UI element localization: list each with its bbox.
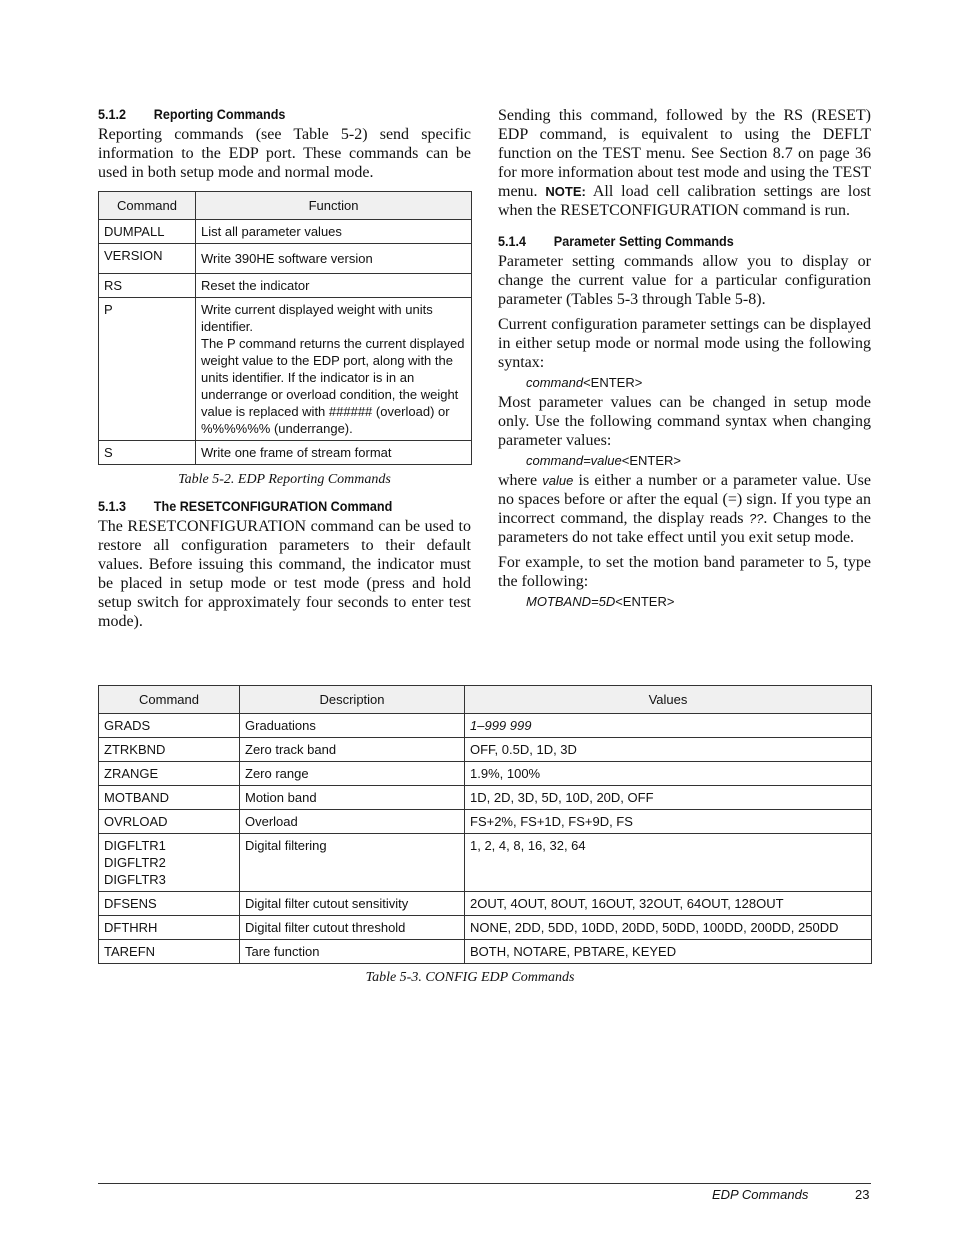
table-5-2-caption: Table 5-2. EDP Reporting Commands (178, 472, 391, 487)
command-cell: OVRLOAD (99, 810, 240, 834)
syntax-command-value: command=value (526, 453, 622, 468)
command-cell: ZRANGE (99, 762, 240, 786)
value-word: value (542, 473, 574, 488)
example-command: MOTBAND=5D (526, 594, 616, 609)
function-cell: Write 390HE software version (196, 244, 472, 274)
syntax-set (526, 452, 871, 469)
para-text: . Changes to the parameters do not take effect until you exit setup mode. (498, 510, 872, 546)
syntax-enter: <ENTER> (621, 453, 681, 468)
description-cell: Graduations (240, 714, 465, 738)
table-row (99, 892, 872, 916)
command-line: DIGFLTR1 (104, 838, 166, 853)
footer-rule (98, 1183, 871, 1184)
syntax-example (526, 593, 871, 610)
para-text: Sending this command, followed by the RS (RESET) EDP command, is equivalent to using the DEFLT function on the TEST menu. See Section 8.7 on page 36 for more information about test mode and using the TEST menu. (498, 107, 871, 200)
table-row (99, 786, 872, 810)
parameter-setting-paragraph-4 (498, 471, 871, 547)
values-cell: 2OUT, 4OUT, 8OUT, 16OUT, 32OUT, 64OUT, 128OUT (465, 892, 872, 916)
syntax-enter: <ENTER> (583, 375, 643, 390)
header-values: Values (465, 686, 872, 714)
left-column (98, 106, 471, 631)
table-row (99, 810, 872, 834)
command-cell: DUMPALL (99, 220, 196, 244)
table-row (99, 220, 472, 244)
command-line: DIGFLTR2 (104, 855, 166, 870)
function-line-1: Write current displayed weight with units identifier. (201, 302, 433, 334)
parameter-setting-paragraph-1: Parameter setting commands allow you to display or change the current value for a particular configuration parameter (Tables 5-3 through Table 5-8). (498, 253, 871, 308)
description-cell: Digital filter cutout sensitivity (240, 892, 465, 916)
command-cell: S (99, 441, 196, 465)
header-description: Description (240, 686, 465, 714)
command-cell: DFSENS (99, 892, 240, 916)
function-line-2: The P command returns the current displayed weight value to the EDP port, along with the units identifier. If the indicator is in an underrange or overload condition, the weight value is replaced with ###### (overload) or %%%%%% (underrange). (201, 336, 465, 436)
note-label: NOTE: (545, 184, 586, 199)
description-cell: Zero track band (240, 738, 465, 762)
command-cell: VERSION (99, 244, 196, 274)
command-cell: P (99, 298, 196, 441)
function-cell (196, 298, 472, 441)
header-command: Command (99, 686, 240, 714)
header-command: Command (99, 192, 196, 220)
command-cell: MOTBAND (99, 786, 240, 810)
values-cell: NONE, 2DD, 5DD, 10DD, 20DD, 50DD, 100DD, 200DD, 250DD (465, 916, 872, 940)
table-row (99, 714, 872, 738)
note-text: All load cell calibration settings are lost when the RESETCONFIGURATION command is run. (498, 183, 872, 219)
table-header-row (99, 192, 472, 220)
values-cell: OFF, 0.5D, 1D, 3D (465, 738, 872, 762)
description-cell: Tare function (240, 940, 465, 964)
resetconfiguration-continued-paragraph (498, 106, 871, 220)
values-cell: 1, 2, 4, 8, 16, 32, 64 (465, 834, 872, 892)
table-row (99, 274, 472, 298)
section-5-1-4-heading (498, 233, 834, 249)
function-cell: Write one frame of stream format (196, 441, 472, 465)
footer-section-name: EDP Commands (712, 1187, 809, 1202)
syntax-enter: <ENTER> (615, 594, 675, 609)
command-cell (99, 834, 240, 892)
table-row (99, 834, 872, 892)
table-row (99, 738, 872, 762)
command-cell: ZTRKBND (99, 738, 240, 762)
command-cell: GRADS (99, 714, 240, 738)
section-5-1-2-heading (98, 106, 434, 122)
table-5-2 (98, 191, 472, 465)
section-title: Reporting Commands (153, 106, 286, 122)
command-cell: DFTHRH (99, 916, 240, 940)
table-5-3 (98, 685, 872, 964)
page-number: 23 (855, 1187, 870, 1202)
reporting-commands-paragraph: Reporting commands (see Table 5-2) send specific information to the EDP port. These commands can be used in both setup mode and normal mode. (98, 126, 471, 181)
resetconfiguration-paragraph: The RESETCONFIGURATION command can be used to restore all configuration parameters to their default values. Before issuing this command, the indicator must be placed in setup mode or test mode (press and hold setup switch for approximately four seconds to enter test mode). (98, 518, 471, 630)
table-5-3-caption: Table 5-3. CONFIG EDP Commands (365, 970, 575, 985)
para-text: where (498, 472, 538, 489)
command-line: DIGFLTR3 (104, 872, 166, 887)
values-cell: FS+2%, FS+1D, FS+9D, FS (465, 810, 872, 834)
syntax-command: command (526, 375, 584, 390)
function-cell: List all parameter values (196, 220, 472, 244)
table-row (99, 940, 872, 964)
function-cell: Reset the indicator (196, 274, 472, 298)
para-text: is either a number or a parameter value. Use no spaces before or after the equal (=) sign. If you type an incorrect command, the display reads (498, 472, 872, 527)
section-number: 5.1.2 (98, 106, 127, 122)
description-cell: Digital filter cutout threshold (240, 916, 465, 940)
section-title: Parameter Setting Commands (553, 233, 734, 249)
command-cell: TAREFN (99, 940, 240, 964)
description-cell: Digital filtering (240, 834, 465, 892)
values-cell: 1.9%, 100% (465, 762, 872, 786)
section-number: 5.1.3 (98, 498, 127, 514)
display-reads: ?? (748, 511, 764, 526)
table-header-row (99, 686, 872, 714)
table-row (99, 762, 872, 786)
table-row (99, 916, 872, 940)
values-cell: 1–999 999 (465, 714, 872, 738)
description-cell: Zero range (240, 762, 465, 786)
table-row (99, 441, 472, 465)
section-5-1-3-heading (98, 498, 434, 514)
values-cell: BOTH, NOTARE, PBTARE, KEYED (465, 940, 872, 964)
section-title: The RESETCONFIGURATION Command (153, 498, 393, 514)
table-row (99, 244, 472, 274)
right-column (498, 106, 871, 610)
description-cell: Overload (240, 810, 465, 834)
values-cell: 1D, 2D, 3D, 5D, 10D, 20D, OFF (465, 786, 872, 810)
parameter-setting-paragraph-3: Most parameter values can be changed in setup mode only. Use the following command syntax when changing parameter values: (498, 394, 871, 449)
table-row (99, 298, 472, 441)
description-cell: Motion band (240, 786, 465, 810)
parameter-setting-paragraph-2: Current configuration parameter settings can be displayed in either setup mode or normal mode using the following syntax: (498, 316, 871, 371)
table-5-3-block (98, 685, 872, 986)
header-function: Function (196, 192, 472, 220)
command-cell: RS (99, 274, 196, 298)
parameter-setting-paragraph-5: For example, to set the motion band parameter to 5, type the following: (498, 554, 871, 590)
syntax-display (526, 374, 871, 391)
section-number: 5.1.4 (498, 233, 527, 249)
